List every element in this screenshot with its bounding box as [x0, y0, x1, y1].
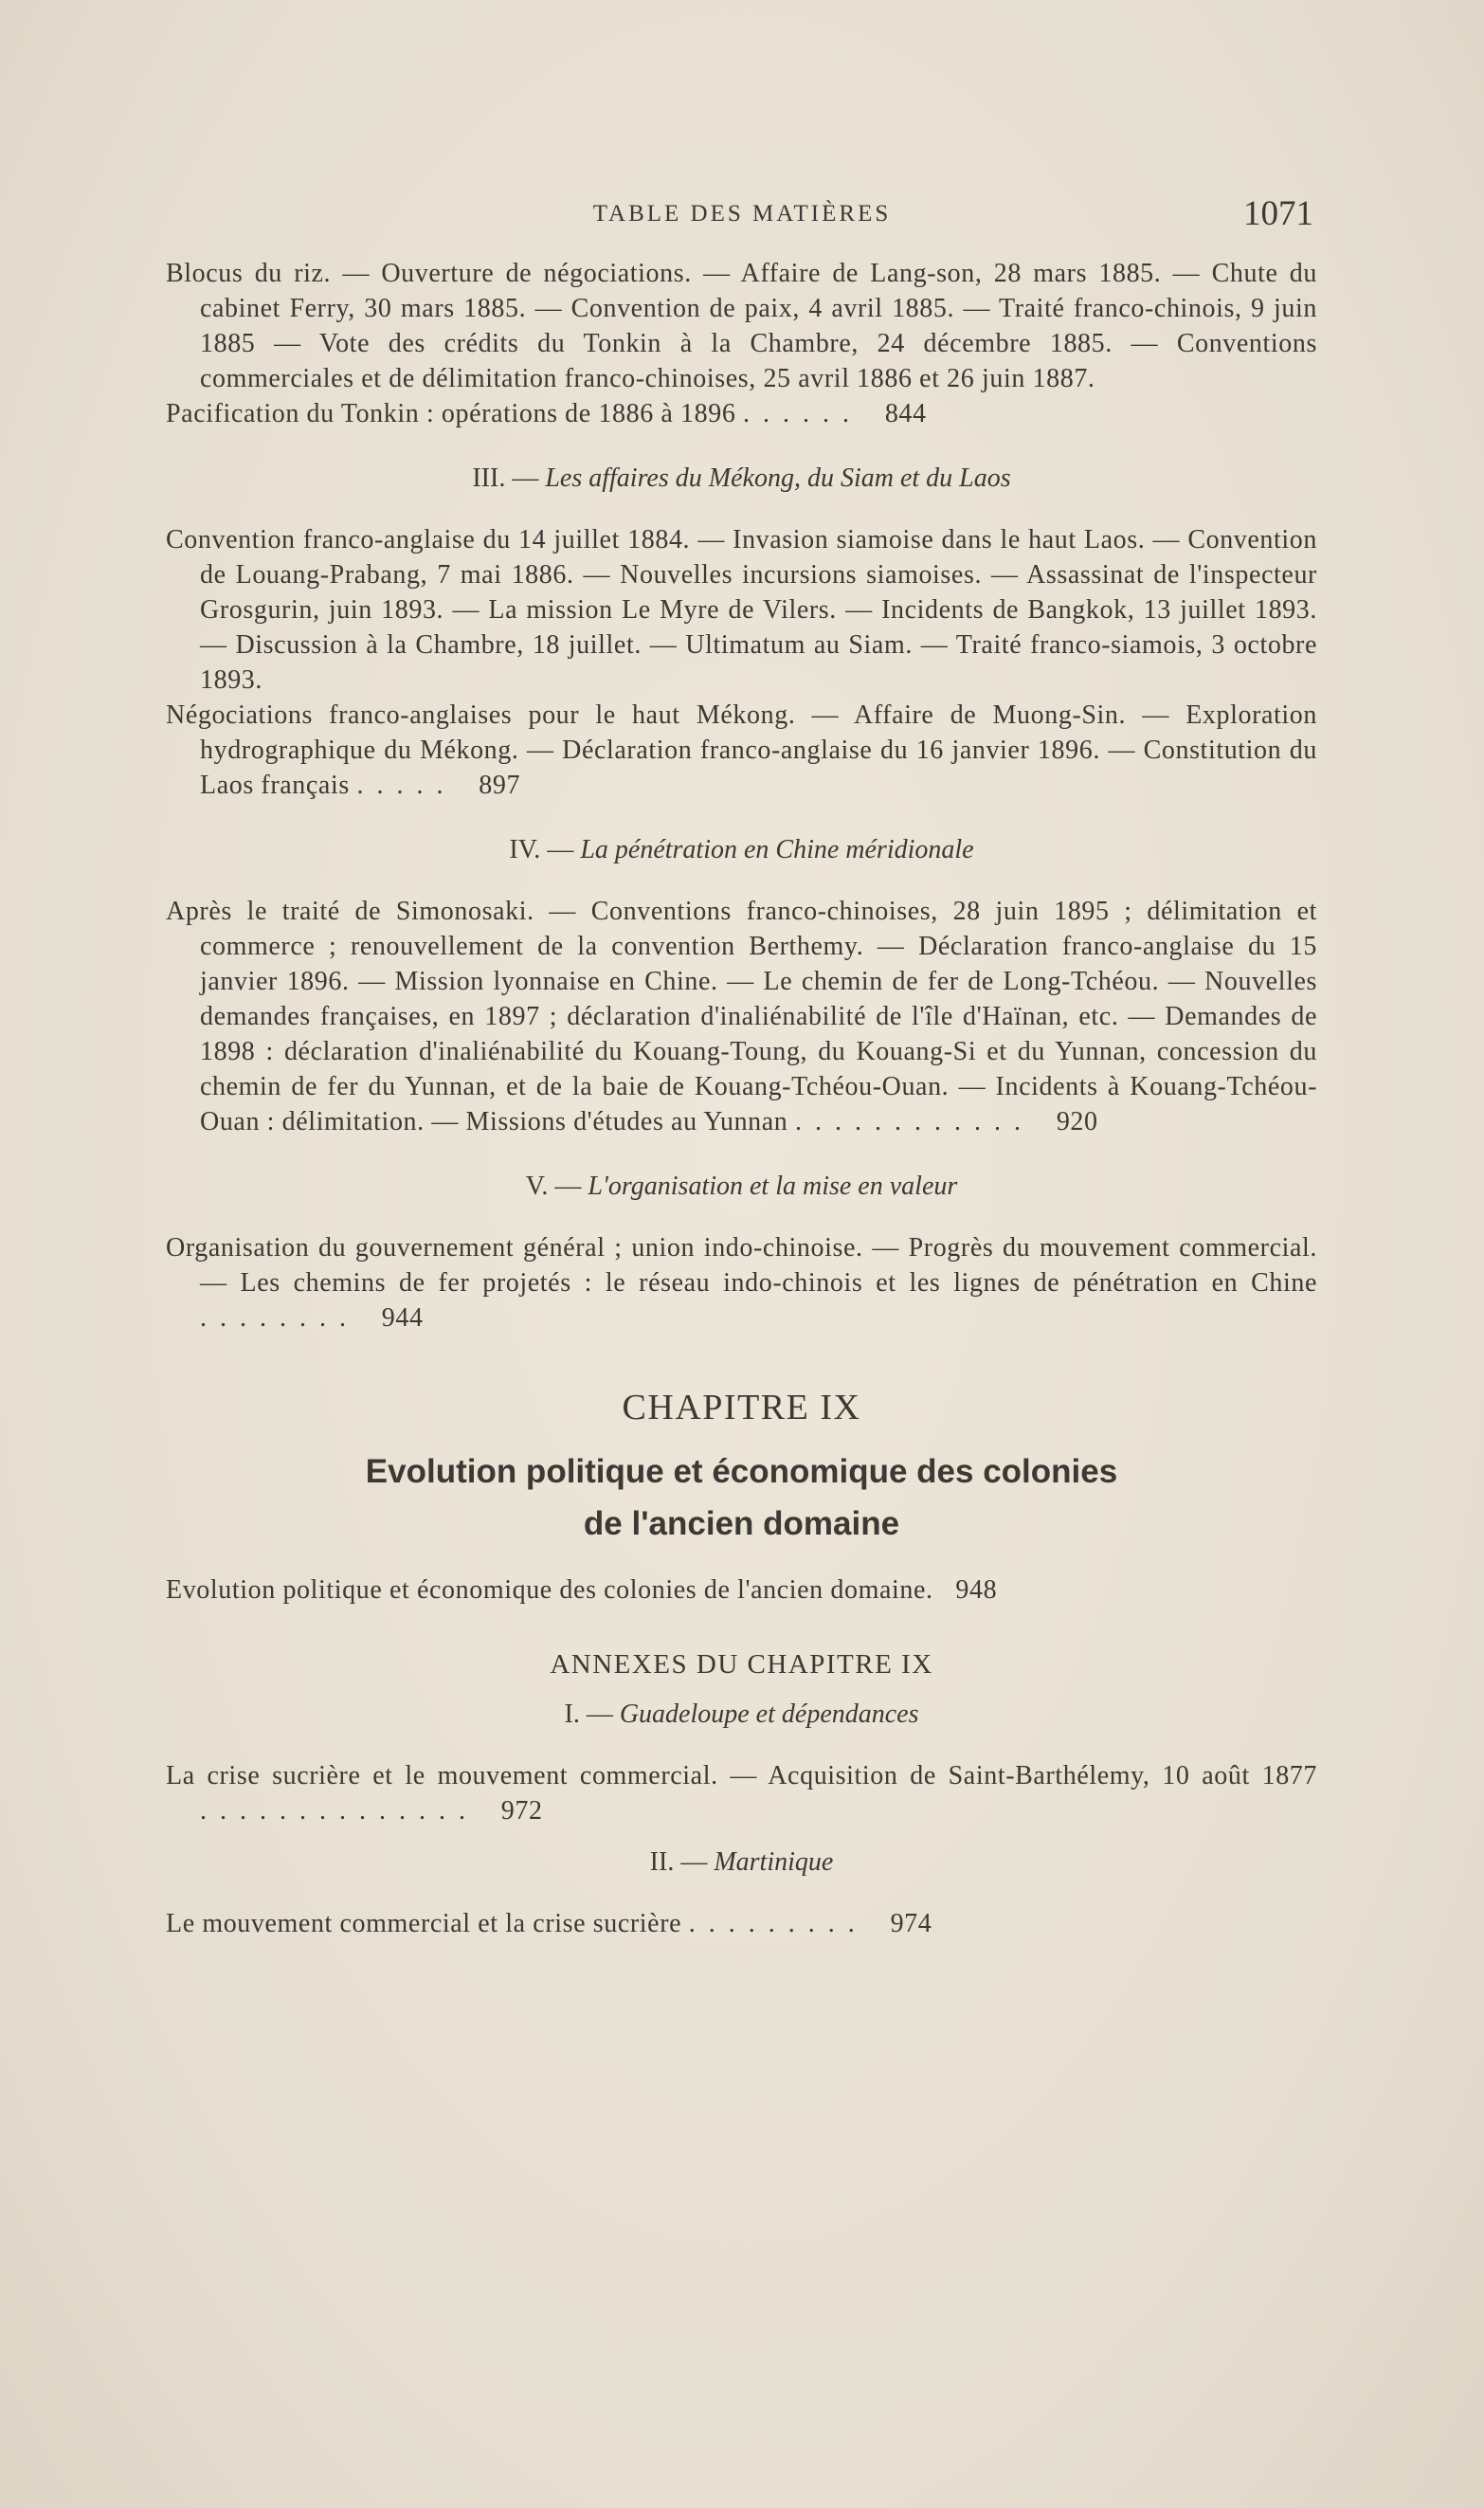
toc-page-ref: 920: [1056, 1107, 1098, 1136]
toc-page-ref: 844: [884, 399, 927, 428]
running-title: TABLE DES MATIÈRES: [592, 201, 892, 227]
chapter-title: CHAPITRE IX: [622, 1388, 861, 1427]
running-head: [0, 193, 1484, 241]
toc-entry: Pacification du Tonkin : opérations de 1886 à 1896 ...... 844: [166, 396, 1317, 431]
toc-entry: La crise sucrière et le mouvement commercial. — Acquisition de Saint-Barthélemy, 10 août 1877 .............. 972: [166, 1758, 1317, 1828]
toc-entry: Evolution politique et économique des colonies de l'ancien domaine. 948: [166, 1572, 1317, 1608]
annex-heading: ANNEXES DU CHAPITRE IX: [550, 1649, 933, 1680]
page-number: 1071: [1243, 194, 1313, 233]
toc-entry: Le mouvement commercial et la crise sucrière ......... 974: [166, 1906, 1317, 1941]
section-heading: I. — Guadeloupe et dépendances: [564, 1699, 919, 1729]
toc-entry: Après le traité de Simonosaki. — Conventions franco-chinoises, 28 juin 1895 ; délimitation et commerce ; renouvellement de la convention Berthemy. — Déclaration franco-anglaise du 15 janvier 1896. — Mission lyonnaise en Chine. — Le chemin de fer de Long-Tchéou. — Nouvelles demandes françaises, en 1897 ; déclaration d'inaliénabilité de l'île d'Haïnan, etc. — Demandes de 1898 : déclaration d'inaliénabilité du Kouang-Toung, du Kouang-Si et du Yunnan, concession du chemin de fer du Yunnan, et de la baie de Kouang-Tchéou-Ouan. — Incidents à Kouang-Tchéou-Ouan : délimitation. — Missions d'études au Yunnan ............ 920: [166, 894, 1317, 1139]
toc-entry: Négociations franco-anglaises pour le haut Mékong. — Affaire de Muong-Sin. — Exploration hydrographique du Mékong. — Déclaration franco-anglaise du 16 janvier 1896. — Constitution du Laos français ..... 897: [166, 698, 1317, 803]
section-heading: V. — L'organisation et la mise en valeur: [525, 1172, 958, 1201]
toc-page-ref: 944: [381, 1303, 424, 1333]
chapter-subtitle: Evolution politique et économique des colonies de l'ancien domaine: [365, 1453, 1118, 1542]
toc-page-ref: 972: [500, 1796, 543, 1826]
toc-page-ref: 974: [890, 1909, 932, 1938]
section-heading: IV. — La pénétration en Chine méridionale: [509, 835, 974, 864]
toc-page-ref: 948: [955, 1575, 998, 1605]
section-heading: III. — Les affaires du Mékong, du Siam et du Laos: [472, 463, 1011, 493]
toc-body: [166, 256, 1317, 1941]
section-heading: II. — Martinique: [649, 1847, 834, 1877]
toc-entry: Convention franco-anglaise du 14 juillet 1884. — Invasion siamoise dans le haut Laos. — Convention de Louang-Prabang, 7 mai 1886. — Nouvelles incursions siamoises. — Assassinat de l'inspecteur Grosgurin, juin 1893. — La mission Le Myre de Vilers. — Incidents de Bangkok, 13 juillet 1893. — Discussion à la Chambre, 18 juillet. — Ultimatum au Siam. — Traité franco-siamois, 3 octobre 1893.: [166, 525, 1317, 695]
toc-entry: Organisation du gouvernement général ; union indo-chinoise. — Progrès du mouvement commercial. — Les chemins de fer projetés : le réseau indo-chinois et les lignes de pénétration en Chine ........ 944: [166, 1230, 1317, 1336]
toc-entry: Blocus du riz. — Ouverture de négociations. — Affaire de Lang-son, 28 mars 1885. — Chute du cabinet Ferry, 30 mars 1885. — Convention de paix, 4 avril 1885. — Traité franco-chinois, 9 juin 1885 — Vote des crédits du Tonkin à la Chambre, 24 décembre 1885. — Conventions commerciales et de délimitation franco-chinoises, 25 avril 1886 et 26 juin 1887.: [166, 259, 1317, 393]
toc-page-ref: 897: [479, 771, 521, 800]
